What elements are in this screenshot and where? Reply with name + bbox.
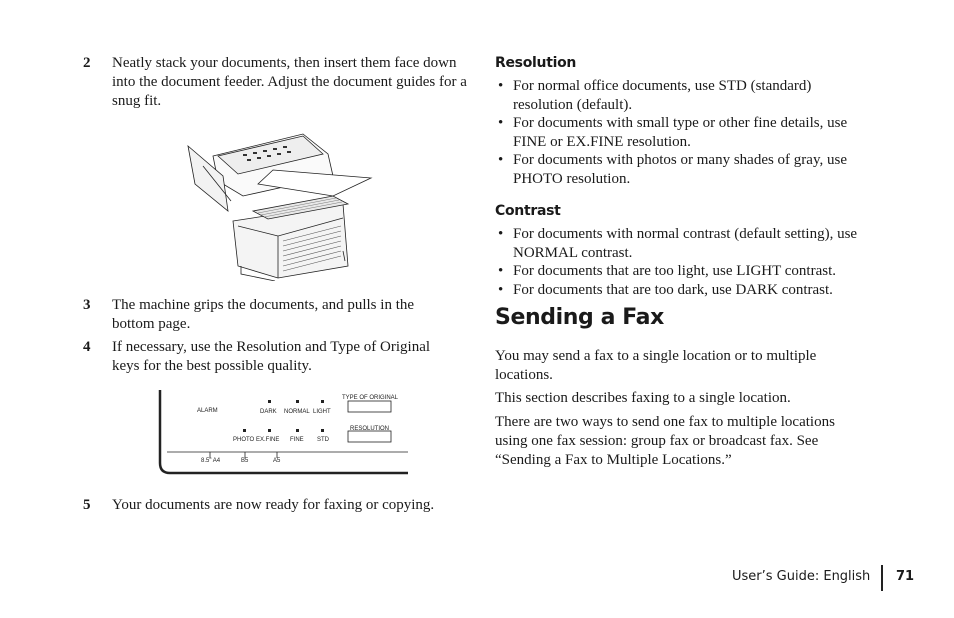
step-text: Neatly stack your documents, then insert them face down into the document feeder. Adjust the document guides for a snug fit. bbox=[112, 55, 467, 109]
std-label: STD bbox=[317, 437, 329, 443]
exfine-label: EX.FINE bbox=[256, 437, 280, 443]
step-text: If necessary, use the Resolution and Type of Original keys for the best possible quality. bbox=[112, 339, 431, 374]
step-text: Your documents are now ready for faxing or copying. bbox=[112, 497, 435, 513]
page-number: 71 bbox=[896, 569, 915, 584]
size-label-a5: A5 bbox=[273, 458, 281, 464]
contrast-list bbox=[495, 225, 885, 299]
step-3 bbox=[83, 296, 478, 336]
step-number: 4 bbox=[83, 339, 91, 355]
size-label-b5: B5 bbox=[241, 458, 249, 464]
contrast-heading: Contrast bbox=[495, 203, 561, 219]
paragraph: There are two ways to send one fax to multiple locations using one fax session: group fax or broadcast fax. See “Sending a Fax to Multiple Locations.” bbox=[495, 414, 835, 468]
list-item: • For documents with photos or many shades of gray, use PHOTO resolution. bbox=[495, 151, 875, 188]
type-of-original-label: TYPE OF ORIGINAL bbox=[342, 395, 399, 401]
paragraph: This section describes faxing to a single location. bbox=[495, 390, 791, 406]
list-item: • For normal office documents, use STD (standard) resolution (default). bbox=[495, 77, 875, 114]
control-panel-diagram bbox=[155, 388, 411, 476]
step-2 bbox=[83, 54, 478, 114]
resolution-heading: Resolution bbox=[495, 55, 577, 71]
dark-label: DARK bbox=[260, 409, 277, 415]
light-label: LIGHT bbox=[313, 409, 331, 415]
section-title: Sending a Fax bbox=[495, 305, 664, 330]
alarm-label: ALARM bbox=[197, 408, 218, 414]
list-item: • For documents with normal contrast (default setting), use NORMAL contrast. bbox=[495, 225, 885, 262]
paragraph: You may send a fax to a single location or to multiple locations. bbox=[495, 348, 817, 383]
step-number: 3 bbox=[83, 297, 91, 313]
list-item: • For documents that are too light, use LIGHT contrast. bbox=[495, 262, 885, 281]
list-item: • For documents that are too dark, use DARK contrast. bbox=[495, 281, 885, 300]
resolution-list bbox=[495, 77, 875, 188]
list-item: • For documents with small type or other fine details, use FINE or EX.FINE resolution. bbox=[495, 114, 875, 151]
step-text: The machine grips the documents, and pulls in the bottom page. bbox=[112, 297, 415, 332]
step-4 bbox=[83, 338, 478, 378]
photo-label: PHOTO bbox=[233, 437, 255, 443]
normal-label: NORMAL bbox=[284, 409, 310, 415]
step-number: 5 bbox=[83, 497, 91, 513]
footer-divider bbox=[881, 565, 883, 591]
footer-guide-label: User’s Guide: English bbox=[732, 569, 871, 584]
resolution-label: RESOLUTION bbox=[350, 426, 390, 432]
size-label-letter-a4: 8.5" A4 bbox=[201, 458, 221, 464]
fax-machine-illustration bbox=[183, 126, 373, 281]
step-number: 2 bbox=[83, 55, 91, 71]
step-5 bbox=[83, 496, 478, 516]
fine-label: FINE bbox=[290, 437, 304, 443]
